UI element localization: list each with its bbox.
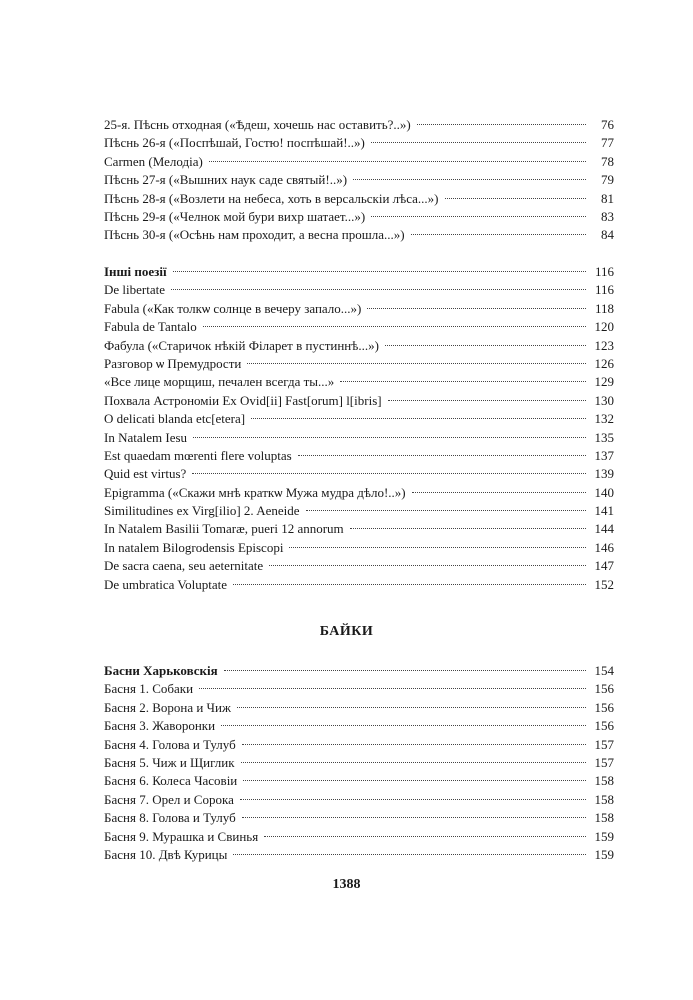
toc-entry [104,846,614,864]
dot-leader [241,762,586,763]
toc-entry [104,484,614,502]
toc-entry-page: 130 [594,392,614,408]
dot-leader [411,234,586,235]
toc-entry-title: O delicati blanda etc[etera] [104,411,246,427]
toc-entry [104,281,614,299]
toc-entry-page: 126 [594,355,614,371]
toc-entry-title: 25-я. Пѣснь отходная («Ѣдеш, хочешь нас оставить?..») [104,117,411,132]
toc-entry-page: 156 [594,718,614,734]
toc-entry-page: 78 [601,153,614,169]
toc-entry [104,208,614,226]
dot-leader [199,688,586,689]
toc-entry-title: Басня 10. Двѣ Курицы [104,846,228,862]
toc-entry-page: 158 [594,791,614,807]
toc-entry-title: Басня 1. Собаки [104,681,194,697]
toc-entry-page: 123 [594,337,614,353]
toc-entry [104,153,614,171]
dot-leader [371,216,586,217]
toc-entry [104,809,614,827]
toc-entry-page: 116 [594,282,614,298]
toc-entry-page: 81 [601,190,614,206]
toc-entry-page: 159 [594,828,614,844]
toc-entry [104,300,614,318]
toc-entry-page: 157 [594,754,614,770]
dot-leader [371,142,586,143]
dot-leader [243,780,586,781]
toc-entry-title: Басня 3. Жаворонки [104,718,216,734]
page-number: 1388 [332,877,361,892]
toc-entry [104,355,614,373]
toc-entry-title: Пѣснь 26-я («Поспѣшай, Гостю! поспѣшай!..») [104,135,365,151]
toc-entry-page: 156 [594,699,614,715]
dot-leader [385,345,586,346]
toc-entry [104,791,614,809]
toc-entry-page: 132 [594,411,614,427]
toc-entry-page: 137 [594,447,614,463]
toc-entry-page: 116 [594,264,614,279]
toc-entry [104,429,614,447]
toc-entry [104,717,614,735]
toc-entry-title: Басня 5. Чиж и Щиглик [104,754,235,770]
toc-entry [104,772,614,790]
dot-leader [298,455,586,456]
dot-leader [388,400,586,401]
dot-leader [233,584,586,585]
toc-entry-page: 139 [594,466,614,482]
dot-leader [240,799,586,800]
toc-entry-title: In Natalem Basilii Tomaræ, pueri 12 annorum [104,521,344,537]
toc-entry [104,410,614,428]
toc-entry [104,337,614,355]
toc-entry-title: Пѣснь 27-я («Вышних наук саде святый!..») [104,172,348,188]
toc-entry [104,263,614,281]
dot-leader [412,492,586,493]
toc-entry [104,557,614,575]
toc-entry [104,754,614,772]
toc-entry-title: Басня 2. Ворона и Чиж [104,699,231,715]
dot-leader [251,418,586,419]
dot-leader [237,707,586,708]
toc-entry-title: De umbratica Voluptate [104,576,227,592]
toc-entry [104,662,614,680]
dot-leader [173,271,586,272]
toc-entry [104,680,614,698]
dot-leader [209,161,586,162]
toc-entry [104,502,614,520]
toc-entry-title: Басня 7. Орел и Сорока [104,791,234,807]
toc-entry-title: Est quaedam mœrenti flere voluptas [104,447,292,463]
toc-entry-page: 135 [594,429,614,445]
toc-entry [104,539,614,557]
toc-entry-page: 158 [594,810,614,826]
toc-entry [104,190,614,208]
toc-entry [104,134,614,152]
toc-entry [104,373,614,391]
toc-entry-page: 76 [601,117,614,132]
toc-entry-title: Пѣснь 29-я («Челнок мой бури вихр шатает...») [104,208,366,224]
toc-entry-page: 77 [601,135,614,151]
toc-entry-title: Пѣснь 28-я («Возлети на небеса, хоть в версальскіи лѣса...») [104,190,439,206]
toc-entry-title: In natalem Bilogrodensis Episcopi [104,539,284,555]
dot-leader [353,179,586,180]
toc-entry-title: Пѣснь 30-я («Осѣнь нам проходит, а весна прошла...») [104,227,405,243]
toc-group-other-poems [104,263,614,594]
toc-entry-page: 147 [594,558,614,574]
toc-entry-title: Fabula de Tantalo [104,319,197,335]
dot-leader [289,547,586,548]
dot-leader [171,289,586,290]
toc-entry-page: 158 [594,773,614,789]
toc-entry-page: 152 [594,576,614,592]
toc-entry [104,392,614,410]
toc-entry-title: In Natalem Iesu [104,429,188,445]
toc-entry-page: 156 [594,681,614,697]
dot-leader [417,124,586,125]
dot-leader [269,565,586,566]
dot-leader [221,725,586,726]
toc-entry [104,226,614,244]
toc-entry-page: 83 [601,208,614,224]
toc-group-songs [104,116,614,245]
dot-leader [193,437,586,438]
dot-leader [264,836,586,837]
dot-leader [192,473,586,474]
toc-entry-title: Похвала Астрономіи Ex Ovid[ii] Fast[orum] l[ibris] [104,392,382,408]
toc-entry-title: «Все лице морщиш, печален всегда ты...» [104,374,335,390]
toc-entry-title: Басня 6. Колеса Часовіи [104,773,238,789]
toc-entry [104,447,614,465]
toc-entry-page: 120 [594,319,614,335]
dot-leader [203,326,586,327]
dot-leader [367,308,586,309]
dot-leader [340,381,586,382]
dot-leader [306,510,586,511]
toc-entry-page: 154 [594,663,614,678]
toc-entry-page: 118 [594,300,614,316]
dot-leader [247,363,586,364]
toc-entry-title: De sacra caena, seu aeternitate [104,558,264,574]
toc-entry-title: Разговор ѡ Премудрости [104,355,242,371]
dot-leader [224,670,586,671]
toc-entry [104,576,614,594]
toc-entry-page: 84 [601,227,614,243]
dot-leader [350,528,586,529]
toc-entry-page: 146 [594,539,614,555]
toc-entry [104,171,614,189]
toc-entry [104,465,614,483]
toc-entry-title: Басня 4. Голова и Тулуб [104,736,236,752]
toc-entry-page: 159 [594,846,614,862]
toc-entry-page: 141 [594,503,614,519]
dot-leader [242,744,586,745]
toc-entry-title: Фабула («Старичок нѣкій Філарет в пустиннѣ...») [104,337,379,353]
toc-entry-title: Басня 8. Голова и Тулуб [104,810,236,826]
section-heading: БАЙКИ [319,624,374,639]
toc-entry-page: 79 [601,172,614,188]
toc-entry [104,828,614,846]
toc-entry-title: Басни Харьковскія [104,663,218,678]
toc-entry [104,116,614,134]
dot-leader [233,854,586,855]
dot-leader [445,198,586,199]
toc-group-fables [104,662,614,864]
toc-entry-title: Інші поезії [104,264,167,279]
toc-entry-title: Epigramma («Скажи мнѣ краткѡ Мужа мудра дѣло!..») [104,484,406,500]
toc-entry-title: Carmen (Мелодіа) [104,153,203,169]
toc-entry-title: Similitudines ex Virg[ilio] 2. Aeneide [104,503,300,519]
toc-entry [104,736,614,754]
dot-leader [242,817,586,818]
toc-entry-title: Quid est virtus? [104,466,187,482]
toc-entry-page: 144 [594,521,614,537]
toc-entry-page: 140 [594,484,614,500]
toc-entry-title: Басня 9. Мурашка и Свинья [104,828,259,844]
toc-entry-title: De libertate [104,282,165,298]
toc-entry [104,699,614,717]
toc-entry-page: 129 [594,374,614,390]
toc-entry [104,318,614,336]
toc-entry [104,520,614,538]
toc-entry-page: 157 [594,736,614,752]
toc-entry-title: Fabula («Как толкѡ солнце в вечеру запало...») [104,300,362,316]
